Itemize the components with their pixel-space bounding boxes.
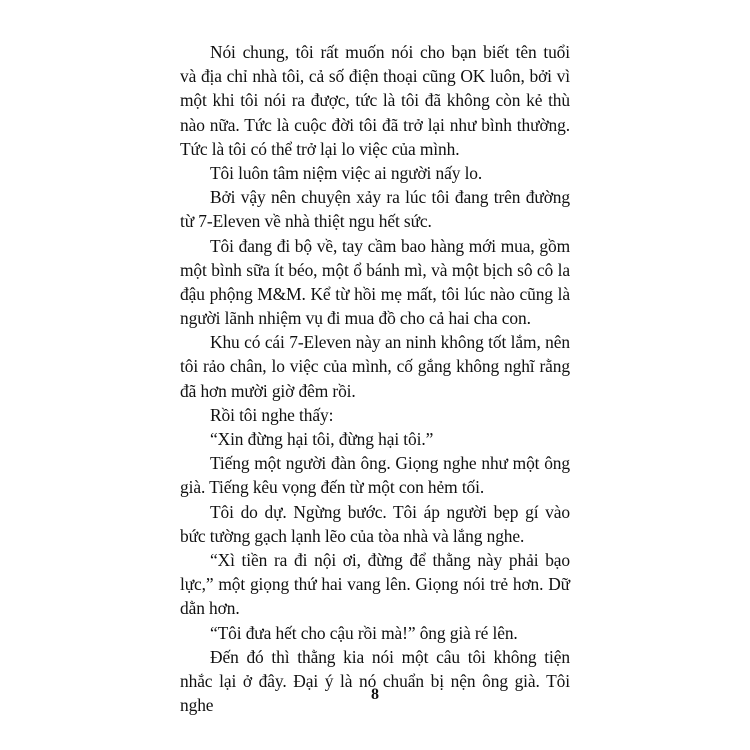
text-line: Bởi vậy nên chuyện xảy ra lúc tôi đang trên đường [210,187,570,208]
text-line: tôi rảo chân, lo việc của mình, cố gắng không nghĩ rằng [180,356,570,377]
body-text [180,40,570,716]
text-line: Khu có cái 7-Eleven này an ninh không tốt lắm, nên [210,332,570,353]
text-line: “Xin đừng hại tôi, đừng hại tôi.” [210,429,434,449]
text-line: “Tôi đưa hết cho cậu rồi mà!” ông già ré lên. [210,622,518,643]
text-line: lực,” một giọng thứ hai vang lên. Giọng nói trẻ hơn. Dữ [180,574,570,595]
text-line: bức tường gạch lạnh lẽo của tòa nhà và lắng nghe. [180,525,525,546]
text-line: Tôi do dự. Ngừng bước. Tôi áp người bẹp gí vào [210,501,570,522]
text-line: nhắc lại ở đây. Đại ý là nó chuẩn bị nện ông già. Tôi nghe [180,670,570,716]
text-line: Rồi tôi nghe thấy: [210,404,334,425]
page-number: 8 [371,686,379,703]
text-line: và địa chỉ nhà tôi, cả số điện thoại cũng OK luôn, bởi vì [180,66,570,87]
text-line: người lãnh nhiệm vụ đi mua đồ cho cả hai cha con. [180,308,531,329]
text-line: Nói chung, tôi rất muốn nói cho bạn biết tên tuổi [210,42,570,62]
text-line: Tôi luôn tâm niệm việc ai người nấy lo. [210,162,483,183]
text-line: một khi tôi nói ra được, tức là tôi đã không còn kẻ thù [180,90,570,111]
text-line: nào nữa. Tức là cuộc đời tôi đã trở lại như bình thường. [180,114,570,135]
text-line: đã hơn mười giờ đêm rồi. [180,380,356,401]
text-line: Tôi đang đi bộ về, tay cầm bao hàng mới mua, gồm [210,235,570,256]
text-line: một bình sữa ít béo, một ổ bánh mì, và một bịch sô cô la [180,259,570,280]
text-line: đậu phộng M&M. Kể từ hồi mẹ mất, tôi lúc nào cũng là [180,283,570,304]
text-line: dằn hơn. [180,598,240,619]
text-line: Tức là tôi có thể trở lại lo việc của mình. [180,138,460,159]
text-line: già. Tiếng kêu vọng đến từ một con hẻm tối. [180,477,485,498]
text-line: từ 7-Eleven về nhà thiệt ngu hết sức. [180,211,432,232]
text-line: Tiếng một người đàn ông. Giọng nghe như một ông [210,453,570,474]
text-line: “Xì tiền ra đi nội ơi, đừng để thằng này phải bạo [210,549,570,570]
text-line: Đến đó thì thằng kia nói một câu tôi không tiện [210,646,570,667]
